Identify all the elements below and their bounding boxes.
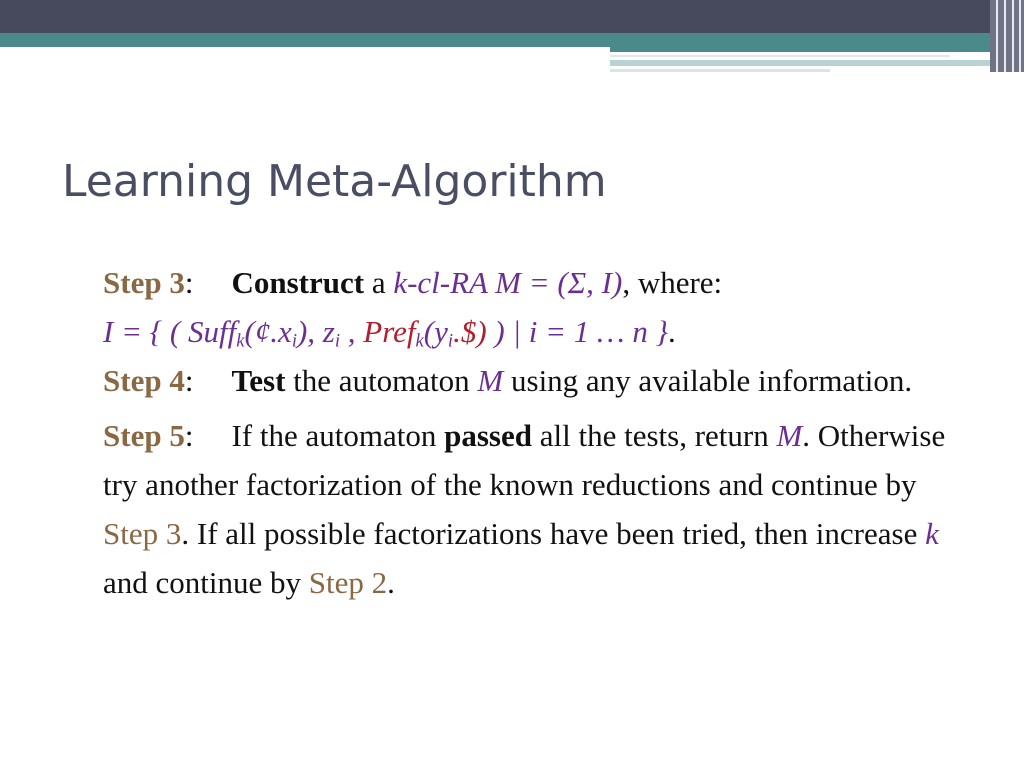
slide-body [103, 258, 963, 607]
step4-text-1: the automaton [285, 363, 478, 398]
subscript-i-1: i [291, 330, 297, 352]
step5-ref-step2: Step 2 [308, 565, 388, 600]
step4-automaton-m: M [477, 363, 504, 398]
header-band-dark [0, 0, 1024, 33]
step3-set-definition [103, 307, 963, 356]
step5-text-4: . If all possible factorizations have been tried, then increase [181, 516, 926, 551]
step5-label: Step 5 [103, 418, 185, 453]
set-mid-2: ), z [296, 314, 335, 349]
step5-text-6: . [387, 565, 395, 600]
header-band-light [610, 69, 830, 72]
step3-automaton-def: k-cl-RA M = (Σ, I) [393, 265, 623, 300]
subscript-k-1: k [236, 330, 245, 352]
subscript-i-2: i [334, 330, 341, 352]
step5-text-3: . Otherwise try another factorization of the known reductions and continue by [103, 418, 946, 502]
pref-end: .$) [453, 314, 487, 349]
step4-verb: Test [231, 363, 286, 398]
step4-paragraph [103, 356, 963, 405]
step4-text-2: using any available information. [503, 363, 913, 398]
step3-label: Step 3 [103, 265, 185, 300]
step5-text-5: and continue by [103, 565, 309, 600]
header-band-mid [610, 60, 1024, 66]
slide-title: Learning Meta-Algorithm [62, 156, 607, 207]
step5-text-1: If the automaton [231, 418, 445, 453]
pref-function: Pref [363, 314, 416, 349]
step5-colon: : [184, 418, 194, 453]
set-mid-1: (¢.x [244, 314, 292, 349]
step3-a: a [364, 265, 394, 300]
step5-variable-k: k [925, 516, 939, 551]
step3-colon: : [184, 265, 194, 300]
subscript-i-3: i [447, 330, 454, 352]
step5-ref-step3: Step 3 [103, 516, 182, 551]
set-open: I = { ( Suff [103, 314, 237, 349]
set-comma: , [340, 314, 364, 349]
header-stripes-decoration [990, 0, 1024, 72]
step5-paragraph [103, 411, 963, 607]
step3-paragraph [103, 258, 963, 307]
header-band-white-line [610, 55, 950, 57]
pref-argument: (y [423, 314, 448, 349]
step4-colon: : [184, 363, 194, 398]
set-period: . [667, 314, 676, 349]
step3-where: , where: [622, 265, 723, 300]
step3-verb: Construct [231, 265, 365, 300]
header-band-teal [0, 33, 1024, 47]
step5-passed: passed [444, 418, 532, 453]
step5-text-2: all the tests, return [531, 418, 777, 453]
set-close: ) | i = 1 … n } [486, 314, 668, 349]
step4-label: Step 4 [103, 363, 185, 398]
subscript-k-2: k [415, 330, 424, 352]
header-band-teal-thin [610, 47, 1024, 52]
step5-automaton-m: M [776, 418, 803, 453]
